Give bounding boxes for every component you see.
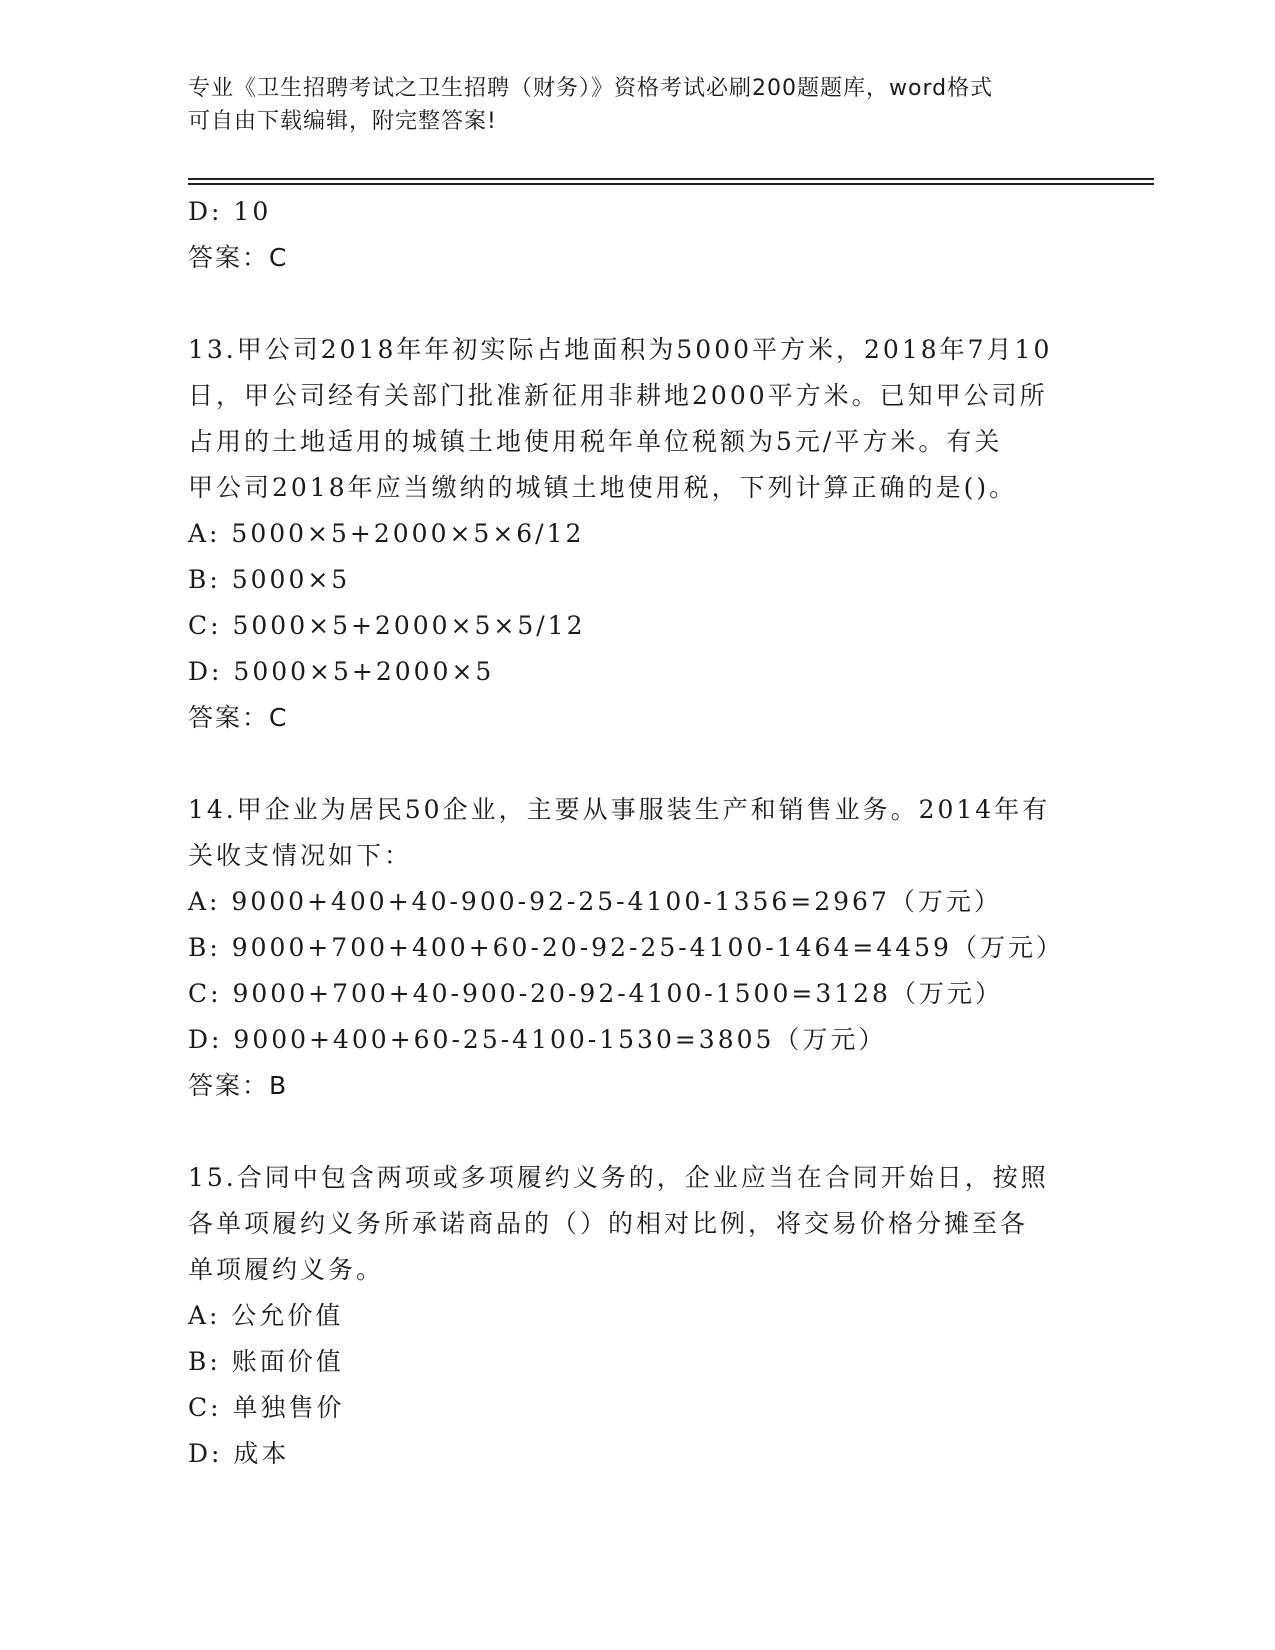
question-stem-line: 14.甲企业为居民50企业，主要从事服装生产和销售业务。2014年有 [188, 795, 1051, 824]
question-stem-line: 15.合同中包含两项或多项履约义务的，企业应当在合同开始日，按照 [188, 1163, 1049, 1192]
question-stem-line: 各单项履约义务所承诺商品的（）的相对比例，将交易价格分摊至各 [188, 1209, 1029, 1238]
document-body [188, 189, 1088, 1477]
question-stem-line: 甲公司2018年应当缴纳的城镇土地使用税，下列计算正确的是()。 [188, 473, 1018, 502]
question-15 [188, 1155, 1088, 1477]
spacer [188, 281, 1088, 327]
previous-question-tail [188, 189, 1088, 281]
option-d: D: 10 [188, 197, 272, 226]
option-a: A: 公允价值 [188, 1301, 344, 1330]
header-divider-top [188, 178, 1154, 180]
option-b: B: 5000×5 [188, 565, 351, 594]
option-c: C: 单独售价 [188, 1393, 345, 1422]
option-a: A: 9000+400+40-900-92-25-4100-1356=2967（万元） [188, 887, 1002, 916]
header-line-1: 专业《卫生招聘考试之卫生招聘（财务）》资格考试必刷200题题库，word格式 [188, 76, 994, 101]
answer-line: 答案：C [188, 243, 289, 272]
header-line-2: 可自由下载编辑，附完整答案! [188, 109, 497, 134]
page-header [188, 72, 1088, 138]
option-c: C: 9000+700+40-900-20-92-4100-1500=3128（万元） [188, 979, 1003, 1008]
question-stem-line: 占用的土地适用的城镇土地使用税年单位税额为5元/平方米。有关 [188, 427, 1003, 456]
header-divider-bottom [188, 183, 1154, 185]
option-b: B: 账面价值 [188, 1347, 344, 1376]
question-13 [188, 327, 1088, 741]
option-d: D: 5000×5+2000×5 [188, 657, 495, 686]
question-stem-line: 单项履约义务。 [188, 1255, 385, 1284]
option-d: D: 9000+400+60-25-4100-1530=3805（万元） [188, 1025, 887, 1054]
option-d: D: 成本 [188, 1439, 290, 1468]
spacer [188, 1109, 1088, 1155]
answer-line: 答案：B [188, 1071, 289, 1100]
option-b: B: 9000+700+400+60-20-92-25-4100-1464=4459（万元） [188, 933, 1064, 962]
question-stem-line: 日，甲公司经有关部门批准新征用非耕地2000平方米。已知甲公司所 [188, 381, 1048, 410]
option-c: C: 5000×5+2000×5×5/12 [188, 611, 586, 640]
question-stem-line: 13.甲公司2018年年初实际占地面积为5000平方米，2018年7月10 [188, 335, 1053, 364]
option-a: A: 5000×5+2000×5×6/12 [188, 519, 585, 548]
question-14 [188, 787, 1088, 1109]
answer-line: 答案：C [188, 703, 289, 732]
spacer [188, 741, 1088, 787]
question-stem-line: 关收支情况如下： [188, 841, 413, 870]
